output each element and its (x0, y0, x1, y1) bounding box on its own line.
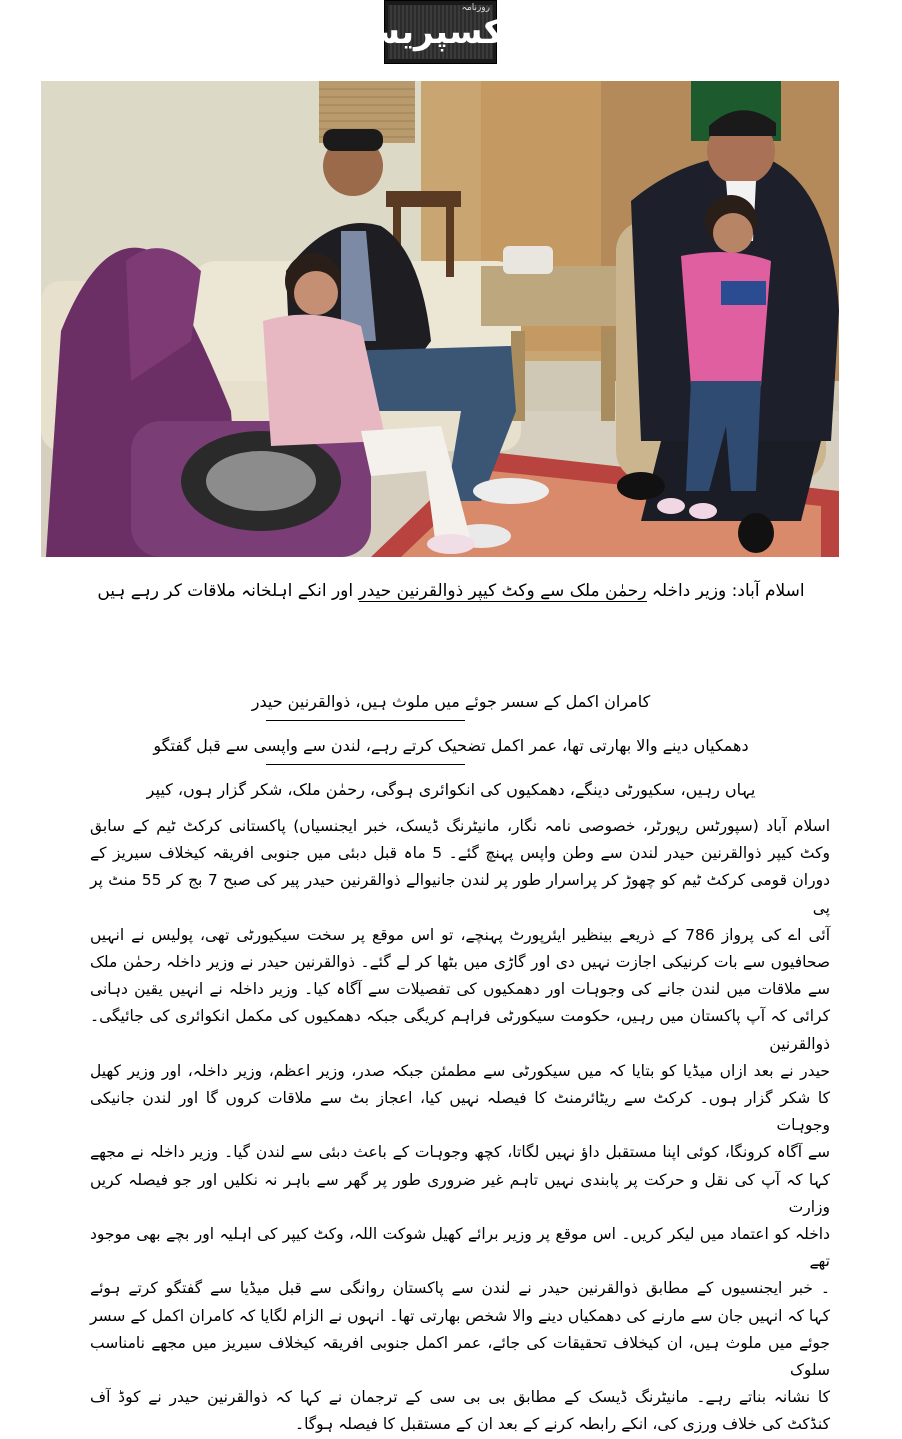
caption-part1: اسلام آباد: وزیر داخلہ (646, 581, 805, 601)
body-line: سے آگاہ کرونگا، کوئی اپنا مستقبل داؤ نہیں لگاتا، کچھ وجوہات کے باعث دبئی سے لندن گیا۔ وزیر داخلہ نے مجھے (90, 1143, 830, 1162)
article-body (90, 813, 830, 1439)
newspaper-logo (353, 0, 528, 64)
photo-illustration (41, 81, 839, 557)
body-line: کا نشانہ بناتے رہے۔ مانیٹرنگ ڈیسک کے مطابق بی بی سی کے ترجمان نے کہا کہ ذوالقرنین حیدر نے کوڈ آف (90, 1388, 830, 1407)
headline-2: دھمکیاں دینے والا بھارتی تھا، عمر اکمل تضحیک کرتے رہے، لندن سے واپسی سے قبل گفتگو (153, 736, 749, 755)
body-line: جوئے میں ملوث ہیں، ان کیخلاف تحقیقات کی جائے، عمر اکمل جنوبی افریقہ کیخلاف سیریز میں مجھے نامناسب سلوک (90, 1333, 830, 1380)
news-photo (41, 81, 839, 557)
body-line: وکٹ کیپر ذوالقرنین حیدر لندن سے وطن واپس پہنچ گئے۔ 5 ماہ قبل دبئی میں جنوبی افریقہ کیخلاف سیریز کے (90, 844, 830, 863)
photo-caption (0, 578, 902, 604)
body-line: اسلام آباد (سپورٹس رپورٹر، خصوصی نامہ نگار، مانیٹرنگ ڈیسک، خبر ایجنسیاں) پاکستانی کرکٹ ٹیم کے سابق (90, 817, 830, 835)
body-line: سے ملاقات میں لندن جانے کی وجوہات اور دھمکیوں کی تفصیلات سے آگاہ کیا۔ وزیر داخلہ نے انہیں یقین دہانی (90, 980, 830, 999)
body-line: حیدر نے بعد ازاں میڈیا کو بتایا کہ میں سیکورٹی سے مطمئن جبکہ صدر، وزیر اعظم، وزیر داخلہ، اور وزیر کھیل (90, 1061, 830, 1080)
headline-1: کامران اکمل کے سسر جوئے میں ملوث ہیں، ذوالقرنین حیدر (251, 692, 651, 711)
body-line: آئی اے کی پرواز 786 کے ذریعے بینظیر ایئرپورٹ پہنچے، تو اس موقع پر سخت سیکیورٹی تھی، پولیس نے انہیں (90, 925, 831, 944)
logo-box (353, 5, 528, 59)
caption-underlined: رحمٰن ملک سے وکٹ کیپر ذوالقرنین حیدر (358, 581, 647, 601)
headline-divider-2 (266, 764, 465, 765)
caption-part2: اور انکے اہلخانہ ملاقات کر رہے ہیں (97, 581, 359, 601)
body-line: صحافیوں سے بات کرنیکی اجازت نہیں دی اور گاڑی میں بٹھا کر لے گئے۔ ذوالقرنین حیدر نے وزیر داخلہ رحمٰن ملک (90, 953, 830, 972)
logo-small-text: روزنامہ (461, 3, 490, 13)
headline-divider-1 (266, 720, 465, 721)
body-line: کنڈکٹ کی خلاف ورزی کی، انکے رابطہ کرنے کے بعد ان کے مستقبل کا فیصلہ ہوگا۔ (295, 1415, 830, 1434)
body-line: کہا کہ آپ کی نقل و حرکت پر پابندی نہیں تاہم غیر ضروری طور پر گھر سے باہر نہ نکلیں اور جو فیصلہ کریں وزارت (90, 1170, 830, 1216)
body-line: ۔ خبر ایجنسیوں کے مطابق ذوالقرنین حیدر نے لندن سے پاکستان روانگی سے قبل میڈیا سے گفتگو کرتے ہوئے (90, 1279, 830, 1298)
logo-text: ایکسپریس (353, 12, 528, 52)
body-line: کرائی کہ آپ پاکستان میں رہیں، حکومت سیکورٹی فراہم کریگی جبکہ دھمکیوں کی مکمل انکوائری کی جائیگی۔ ذوالقرنین (90, 1007, 830, 1053)
body-line: کہا کہ انہیں جان سے مارنے کی دھمکیاں دینے والا شخص بھارتی تھا۔ انہوں نے الزام لگایا کہ کامران اکمل کے سسر (90, 1306, 830, 1325)
body-line: دوران قومی کرکٹ ٹیم کو چھوڑ کر پراسرار طور پر لندن جانیوالے ذوالقرنین حیدر پیر کی صبح 7 بج کر 55 منٹ پر پی (90, 871, 830, 917)
body-line: داخلہ کو اعتماد میں لیکر کریں۔ اس موقع پر وزیر برائے کھیل شوکت اللہ، وکٹ کیپر کی اہلیہ اور بچے بھی موجود تھے (90, 1225, 830, 1271)
headline-3: یہاں رہیں، سکیورٹی دینگے، دھمکیوں کی انکوائری ہوگی، رحمٰن ملک، شکر گزار ہوں، کیپر (146, 780, 756, 799)
body-line: کا شکر گزار ہوں۔ کرکٹ سے ریٹائرمنٹ کا فیصلہ نہیں کیا، اعجاز بٹ سے ملاقات کروں گا اور لندن جانیکی وجوہات (90, 1089, 830, 1135)
